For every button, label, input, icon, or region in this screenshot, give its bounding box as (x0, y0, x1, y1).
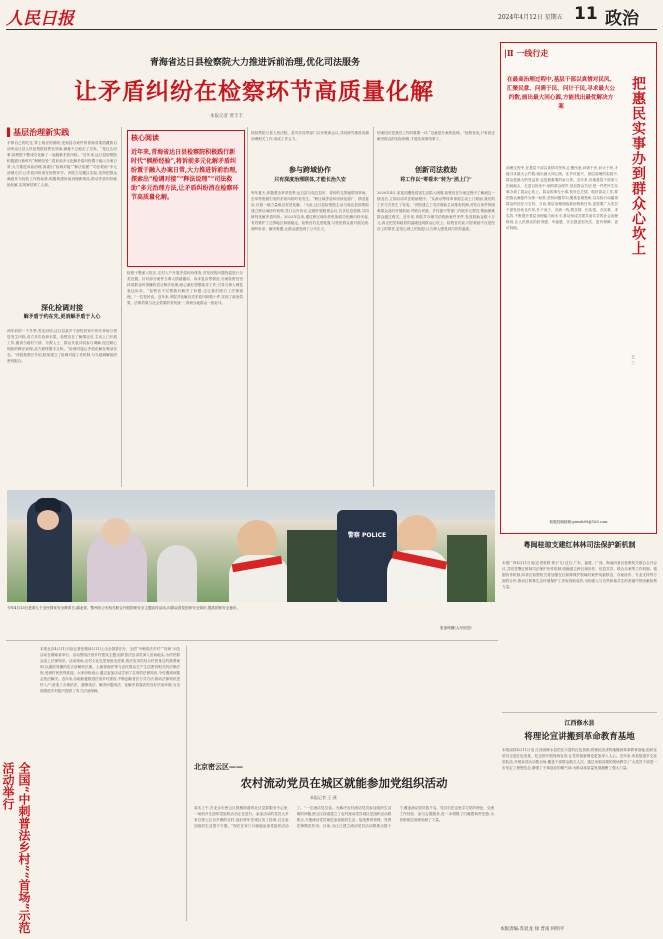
right3-headline: 将理论宣讲搬到革命教育基地 (524, 732, 635, 742)
masthead-logo: 人民日报 (6, 9, 74, 29)
bottom-mid-kicker: 北京密云区—— (194, 762, 243, 771)
section3-sub: 只有深度治理联体,才能长治久安 (274, 177, 346, 183)
lead-byline: 本报记者 贾丰丰 (210, 114, 243, 119)
sidebar-title: |Ⅱ 一线行走 (504, 48, 549, 58)
section-name: 政治 (605, 9, 639, 29)
photo-credit: 张加坤摄(人民视觉) (440, 626, 472, 630)
police-shield-sign: 警察 POLICE (347, 532, 387, 539)
col4-body-b: 2020年4月,某某因遭受侵害生活陷入困境,检察官在办案过程中了解到这一情况后,立即启动司法救助程序。“从被动等待申请到主动上门救助,我们的工作方式发生了转变。”该院建立了司法救助主动排查机制,对符合条件的困难群众及时开展救助,并联合民政、乡村振兴等部门开展多元帮扶,帮助困难群众渡过难关。近年来,该院共办理司法救助案件多件,发放救助金数十万元,真正把党和政府的温暖送到群众心坎上。检察官们说,司法救助不仅是经济上的帮扶,更是心理上的抚慰,让当事人感受到司法的温度。 (377, 191, 495, 231)
right2-body: 本报广州4月11日电(记者张胖 郭小飞) 近日,广东、福建、广西、海南四省区检察机关联合召开会议,共同签署红树林司法保护协作机制,明确建立跨区域协作、信息共享、联合办案等工作机制。根据协作机制,四省区检察机关将加强在红树林保护领域的案件线索移送、办案协作、专业支持等方面的合作,推动红树林生态环境保护工作取得新成效,为构建人与自然和谐共生的美丽中国贡献检察力量。 (502, 561, 657, 589)
sidebar-author: 王 三 (631, 355, 636, 365)
section1-title: ▌基层治理新实践 (7, 127, 70, 137)
sidebar-body: 治理过程中,在基层干部以真情对民风,汇聚民意,问需于民,问计于民,才能寻求最大公约数,画出最大同心圆。在乡村振兴、基层治理的实践中,群众是最大的受益者,也是最重要的参与者。近年来,各地基层干部深入田间地头、走进百姓家中,倾听群众呼声,回应群众关切,把一件件民生实事办到了群众心坎上。群众的事无小事,枝叶总关情。做好群众工作,要把群众满意作为第一标准,坚持问题导向,聚焦急难愁盼,以实际行动赢得群众的信任与支持。当前,基层治理面临新形势新任务,更需要广大党员干部发扬优良作风,扑下身子、沉到一线,察实情、出实招、办实事、求实效,不断提升基层治理能力和水平,推动形成共建共治共享的社会治理格局,让人民群众的获得感、幸福感、安全感更加充实、更有保障、更可持续。 (506, 166, 618, 230)
bottom-left-body: 本报北京4月11日电(记者张璁)4月11日,由全国普法办、全国“中刺普法乡村”“首场”示范活动在湖南省举行。活动围绕法治乡村建设主题,组织普法宣讲员深入田间地头,为村民群众送上法律知识。活动现场,农村文化礼堂里座无虚席,普法宣讲员结合村民身边的典型案例,以通俗易懂的语言讲解民法典、土地管理法等与农民群众生产生活密切相关的法律法规,受到村民热烈欢迎。大家纷纷表示,通过参加活动学到了实用的法律知识,今后遇到问题会依法解决。近年来,各地积极推进法治乡村建设,不断创新普法方式方法,推动法律知识进村入户,营造了办事依法、遇事找法、解决问题用法、化解矛盾靠法的良好法治环境,为全面推进乡村振兴提供了有力法治保障。 (40, 647, 180, 693)
section2-sub: 解矛盾于约在先,更消解矛盾于人心 (23, 314, 101, 320)
col3-body-a: 抓检察院与县人民法院、县司法局等部门召开联席会议,共同研究推进诉源治理相关工作,形成工作合力。 (251, 131, 369, 141)
bottom-mid-byline: 本报记者 王 洲 (310, 795, 337, 800)
masthead-date: 2024年4月12日 星期五 (498, 14, 563, 21)
bottom-mid-body: 周末上午,在北京市密云区鼓楼街道的社区党群服务中心里,一场别开生面的党组织活动正在进行。参加活动的党员大多来自密云区各乡镇的农村,他们常年在城区务工经商,过去参加组织生活很不方便。“现在在家门口就能参加党组织活动了。”一位流动党员说。为解决农村流动党员参加组织生活难的问题,密云区探索建立了农村流动党员城区党组织活动联系点,方便流动党员就近参加组织生活、接受教育管理、发挥先锋模范作用。目前,全区已建立流动党员活动联系点数十个,覆盖流动党员数千名。党员们在这里学习党的理论、交流工作经验、参与志愿服务,进一步增强了归属感和责任感,为首都基层治理贡献了力量。 (194, 806, 494, 828)
sidebar-footer: 积极投稿邮箱:yzmsh99@163.com (549, 520, 608, 524)
col3-body-b: 每年夏天,伴随着虫草采挖季,达日县与周边县市、省份的交界地带因草场、虫草等资源引发的矛盾纠纷时有发生。“跨区域矛盾纠纷涉及面广、情况复杂,仅靠一地力量难以有效化解。”为此,达日县检察院主动与周边县检察院建立跨区域协作机制,签订合作协议,定期开展联席会议,共享信息资源,共同研判化解矛盾纠纷。2022年以来,通过跨区域协作机制成功化解纠纷多起,有效维护了边界地区和谐稳定。检察官们走进帐篷,与牧民群众面对面交流,倾听诉求、解决难题,让群众感受到了公平正义。 (251, 191, 369, 231)
main-photo (7, 490, 495, 602)
col1-body-b: 两年前的一个冬季,雪花纷纷,达日县某乡干部牧民家中的冬草场与邻居发生纠纷,双方多次协商未果。检察官在了解情况后,主动上门开展工作,邀请当地村干部、宗教人士、群众代表共同参与调解,经过耐心细致的释法说理,双方最终握手言和。“检调对接让矛盾化解在萌芽状态。”该院检察长介绍,院里建立了检调对接工作机制,与当地调解组织密切配合。 (7, 329, 117, 363)
sidebar-intro: 在最高治理过程中,基层干部以真情对民风、汇聚民意、问需于民、问计于民,寻求最大公约数,画出最大同心圆,方能找出最优解决方案 (506, 77, 616, 110)
sidebar-vertical-title: 把惠民实事办到群众心坎上 (630, 76, 646, 256)
page-number: 11 (574, 4, 598, 24)
right2-kicker: 粤闽桂琼支建红林林司法保护新机制 (523, 540, 636, 549)
section4-title: 创新司法救助 (415, 165, 457, 174)
core-reading-text: 近年来,青海省达日县检察院积极践行新时代“枫桥经验”,将诉前多元化解矛盾纠纷置于融入办案日常,大力推进诉前治理,探索出“检调对接”“释法说理”“司法救助”多元治理方法,让矛盾纠纷消在检察环节高质量化解。 (131, 149, 239, 201)
section2-title: 深化检调对接 (41, 303, 83, 312)
bottom-left-headline: 全国“中刺普法乡村”“首场”示范活动举行 (1, 762, 31, 934)
section3-title: 参与跨域协作 (289, 165, 331, 174)
right3-kicker: 江西修水县 (564, 720, 595, 727)
lead-headline: 让矛盾纠纷在检察环节高质量化解 (74, 78, 434, 105)
right3-body: 本报南昌4月11日电 江西省修水县依托丰富的红色资源,将理论宣讲阵地搬到革命教育基地,组织宣讲员走进红色旧址、纪念馆开展现场宣讲,让党的创新理论更加深入人心。近年来,该县组建多支宣讲队伍,开展宣讲活动数百场,覆盖干部群众数万人次。通过身临其境的现场教学,广大党员干部进一步坚定了理想信念,增强了干事创业的精气神,为推动高质量发展凝聚了强大力量。 (502, 748, 657, 770)
col2-body: 检察干警深入牧区,走村入户开展矛盾纠纷排查,对发现的问题线索进行分类处置。针对部分案件当事人情绪激动、诉求复杂等情况,办案检察官坚持用群众听得懂的语言释法说理,耐心做好思想疏导工作,引导当事人理性表达诉求。“检察官不仅帮我们解决了问题,还让我们明白了法律道理。”一位牧民说。近年来,该院共化解各类矛盾纠纷数十件,实现了政治效果、法律效果与社会效果的有机统一,得到当地群众一致好评。 (127, 271, 243, 305)
page-footer: 本版责编:苏显龙 徐 晋南 何明平 (500, 927, 565, 932)
col1-body-a: 手捧自己的吃住,带上相应的旗帜,受到县办案件的青海省果洛藏族自治州达日县人民检察院检察官刘涛,满意不已地走了过来。“是这么回事,检察院干警成功化解了一起疑难矛盾纠纷。”近年来,达日县检察院积极践行新时代“枫桥经验”,将诉前多元化解矛盾纠纷置于融入办案日常,大力推进诉前治理,探索出“检调对接”“释法说理”“司法救助”多元治理方法,让矛盾纠纷消在检察环节。该院立足藏区实际,坚持把群众满意作为检验工作的标准,积极构建诉前治理新格局,推动矛盾纠纷就地化解,实现案结事了人和。 (7, 141, 117, 187)
col4-body-a: 结案回访是我们工作的重要一环,“这就是办案的延伸。”检察官说,只有真正解决群众的实际困难,才能实现案结事了。 (377, 131, 495, 141)
lead-kicker: 青海省达日县检察院大力推进诉前治理,优化司法服务 (149, 58, 361, 68)
core-reading-title: 核心阅读 (131, 133, 159, 142)
bottom-mid-headline: 农村流动党员在城区就能参加党组织活动 (240, 776, 448, 790)
photo-caption: 今年4月13日是第九个全民国家安全教育日,湖北省、鄂州市公安机关联合开展国家安全主题宣传活动,向群众普及国家安全知识,提高国家安全意识。 (7, 606, 241, 610)
section4-sub: 将工作以“零看未”转为“消上门” (400, 177, 472, 183)
